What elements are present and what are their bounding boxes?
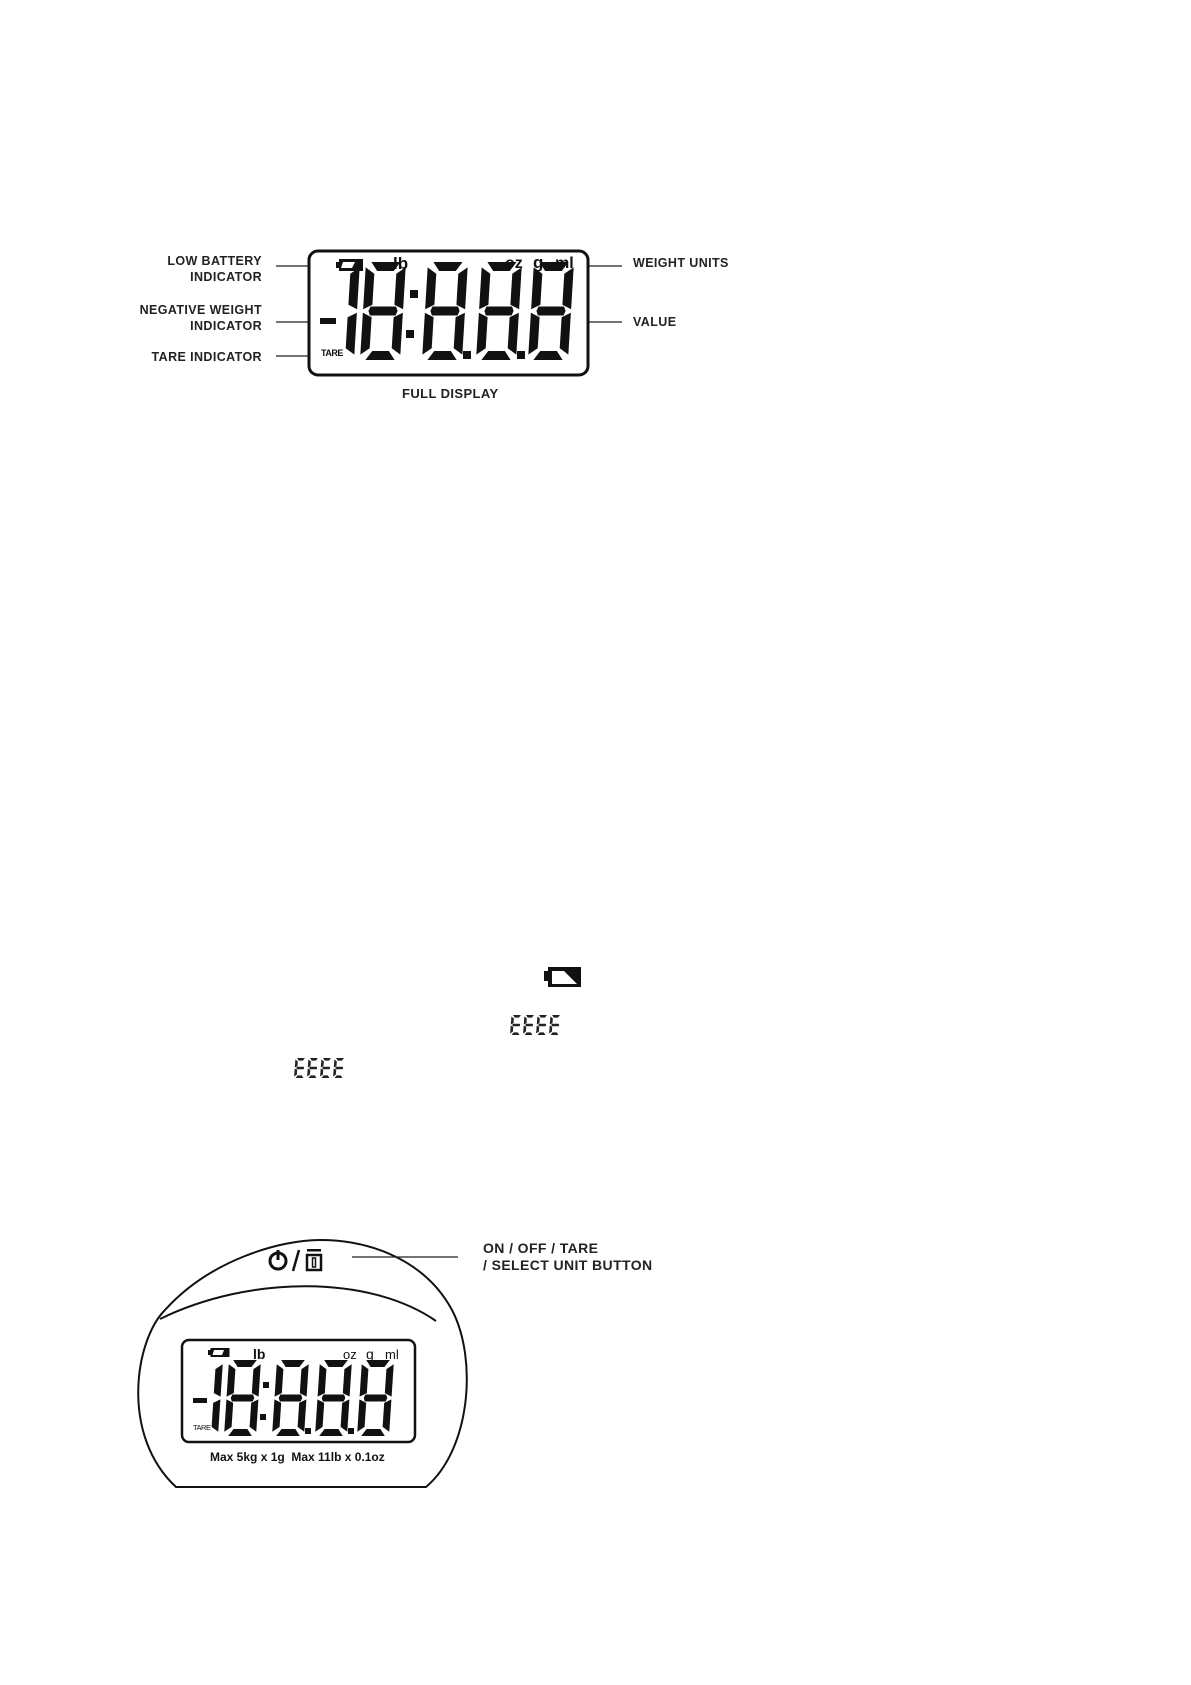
digit-segment-g: [231, 1395, 255, 1402]
digit-segment-g: [322, 1067, 330, 1070]
digit-segment-e: [320, 1069, 323, 1077]
digit-segment-a: [526, 1015, 534, 1018]
digit-segment-g: [309, 1067, 317, 1070]
digit-segment-e: [307, 1069, 310, 1077]
digit-segment-g: [335, 1067, 343, 1070]
tare-label: TARE: [321, 348, 343, 358]
digit-segment-f: [295, 1060, 298, 1068]
digit-segment-g: [296, 1067, 304, 1070]
digit-segment-a: [552, 1015, 560, 1018]
digit-segment-f: [550, 1017, 553, 1025]
digit-segment-e: [510, 1026, 513, 1034]
digit-segment-a: [297, 1058, 305, 1061]
digit-segment-g: [430, 307, 459, 316]
error-code-eeee-icon-2: [292, 1056, 348, 1080]
digit-segment-a: [539, 1015, 547, 1018]
unit-oz-small: oz: [343, 1347, 357, 1362]
unit-g-small: g: [366, 1346, 374, 1362]
digit-segment-g: [279, 1395, 303, 1402]
digit-segment-g: [525, 1024, 533, 1027]
decimal-point-1: [463, 351, 471, 359]
digit-segment-a: [310, 1058, 318, 1061]
negative-weight-callout-line1: NEGATIVE WEIGHT: [139, 303, 262, 317]
digit-segment-g: [536, 307, 565, 316]
digit-segment-d: [296, 1075, 304, 1078]
decimal-point-2: [517, 351, 525, 359]
negative-sign: [320, 318, 336, 324]
digit-segment-f: [537, 1017, 540, 1025]
digit-segment-f: [308, 1060, 311, 1068]
colon-dot-lower-small: [260, 1414, 266, 1420]
digit-segment-e: [549, 1026, 552, 1034]
button-callout-line2: / SELECT UNIT BUTTON: [483, 1257, 653, 1273]
tare-callout: TARE INDICATOR: [151, 350, 262, 364]
battery-icon-small: [208, 1348, 230, 1357]
unit-lb: lb: [393, 254, 409, 273]
decimal-point-small-1: [305, 1428, 311, 1434]
weight-units-callout: WEIGHT UNITS: [633, 256, 729, 270]
digit-segment-g: [322, 1395, 346, 1402]
digit-segment-g: [484, 307, 513, 316]
low-battery-callout-line1: LOW BATTERY: [167, 254, 262, 268]
colon-dot-lower: [406, 330, 414, 338]
full-display-caption: FULL DISPLAY: [402, 386, 499, 401]
digit-segment-d: [512, 1032, 520, 1035]
unit-ml: ml: [555, 255, 574, 272]
digit-segment-d: [309, 1075, 317, 1078]
digit-segment-g: [551, 1024, 559, 1027]
value-callout: VALUE: [633, 315, 677, 329]
digit-segment-d: [525, 1032, 533, 1035]
digit-segment-e: [333, 1069, 336, 1077]
negative-weight-callout-line2: INDICATOR: [190, 319, 262, 333]
digit-segment-f: [321, 1060, 324, 1068]
low-battery-callout-line2: INDICATOR: [190, 270, 262, 284]
digit-segment-f: [511, 1017, 514, 1025]
digit-segment-a: [513, 1015, 521, 1018]
battery-low-icon: [544, 965, 584, 991]
digit-segment-d: [335, 1075, 343, 1078]
colon-dot-upper-small: [263, 1382, 269, 1388]
tare-label-small: TARE: [193, 1423, 211, 1432]
unit-lb-small: lb: [253, 1346, 266, 1362]
digit-segment-e: [536, 1026, 539, 1034]
capacity-text: Max 5kg x 1g Max 11lb x 0.1oz: [210, 1450, 385, 1464]
negative-sign-small: [193, 1398, 207, 1403]
top-diagram-svg: [0, 0, 1191, 430]
unit-g: g: [533, 253, 544, 272]
digit-segment-e: [294, 1069, 297, 1077]
digit-segment-g: [364, 1395, 388, 1402]
digit-segment-d: [322, 1075, 330, 1078]
digit-segment-g: [538, 1024, 546, 1027]
digit-segment-d: [538, 1032, 546, 1035]
digit-segment-g: [368, 307, 397, 316]
digit-segment-e: [523, 1026, 526, 1034]
digit-segment-a: [336, 1058, 344, 1061]
colon-dot-upper: [410, 290, 418, 298]
decimal-point-small-2: [348, 1428, 354, 1434]
digit-segment-f: [334, 1060, 337, 1068]
scale-outline-svg: [0, 1220, 1191, 1520]
button-callout-line1: ON / OFF / TARE: [483, 1240, 599, 1256]
digit-segment-f: [524, 1017, 527, 1025]
unit-ml-small: ml: [385, 1347, 399, 1362]
digit-segment-d: [551, 1032, 559, 1035]
error-code-eeee-icon: [508, 1013, 564, 1037]
digit-segment-g: [512, 1024, 520, 1027]
digit-segment-a: [323, 1058, 331, 1061]
unit-oz: oz: [505, 255, 523, 272]
